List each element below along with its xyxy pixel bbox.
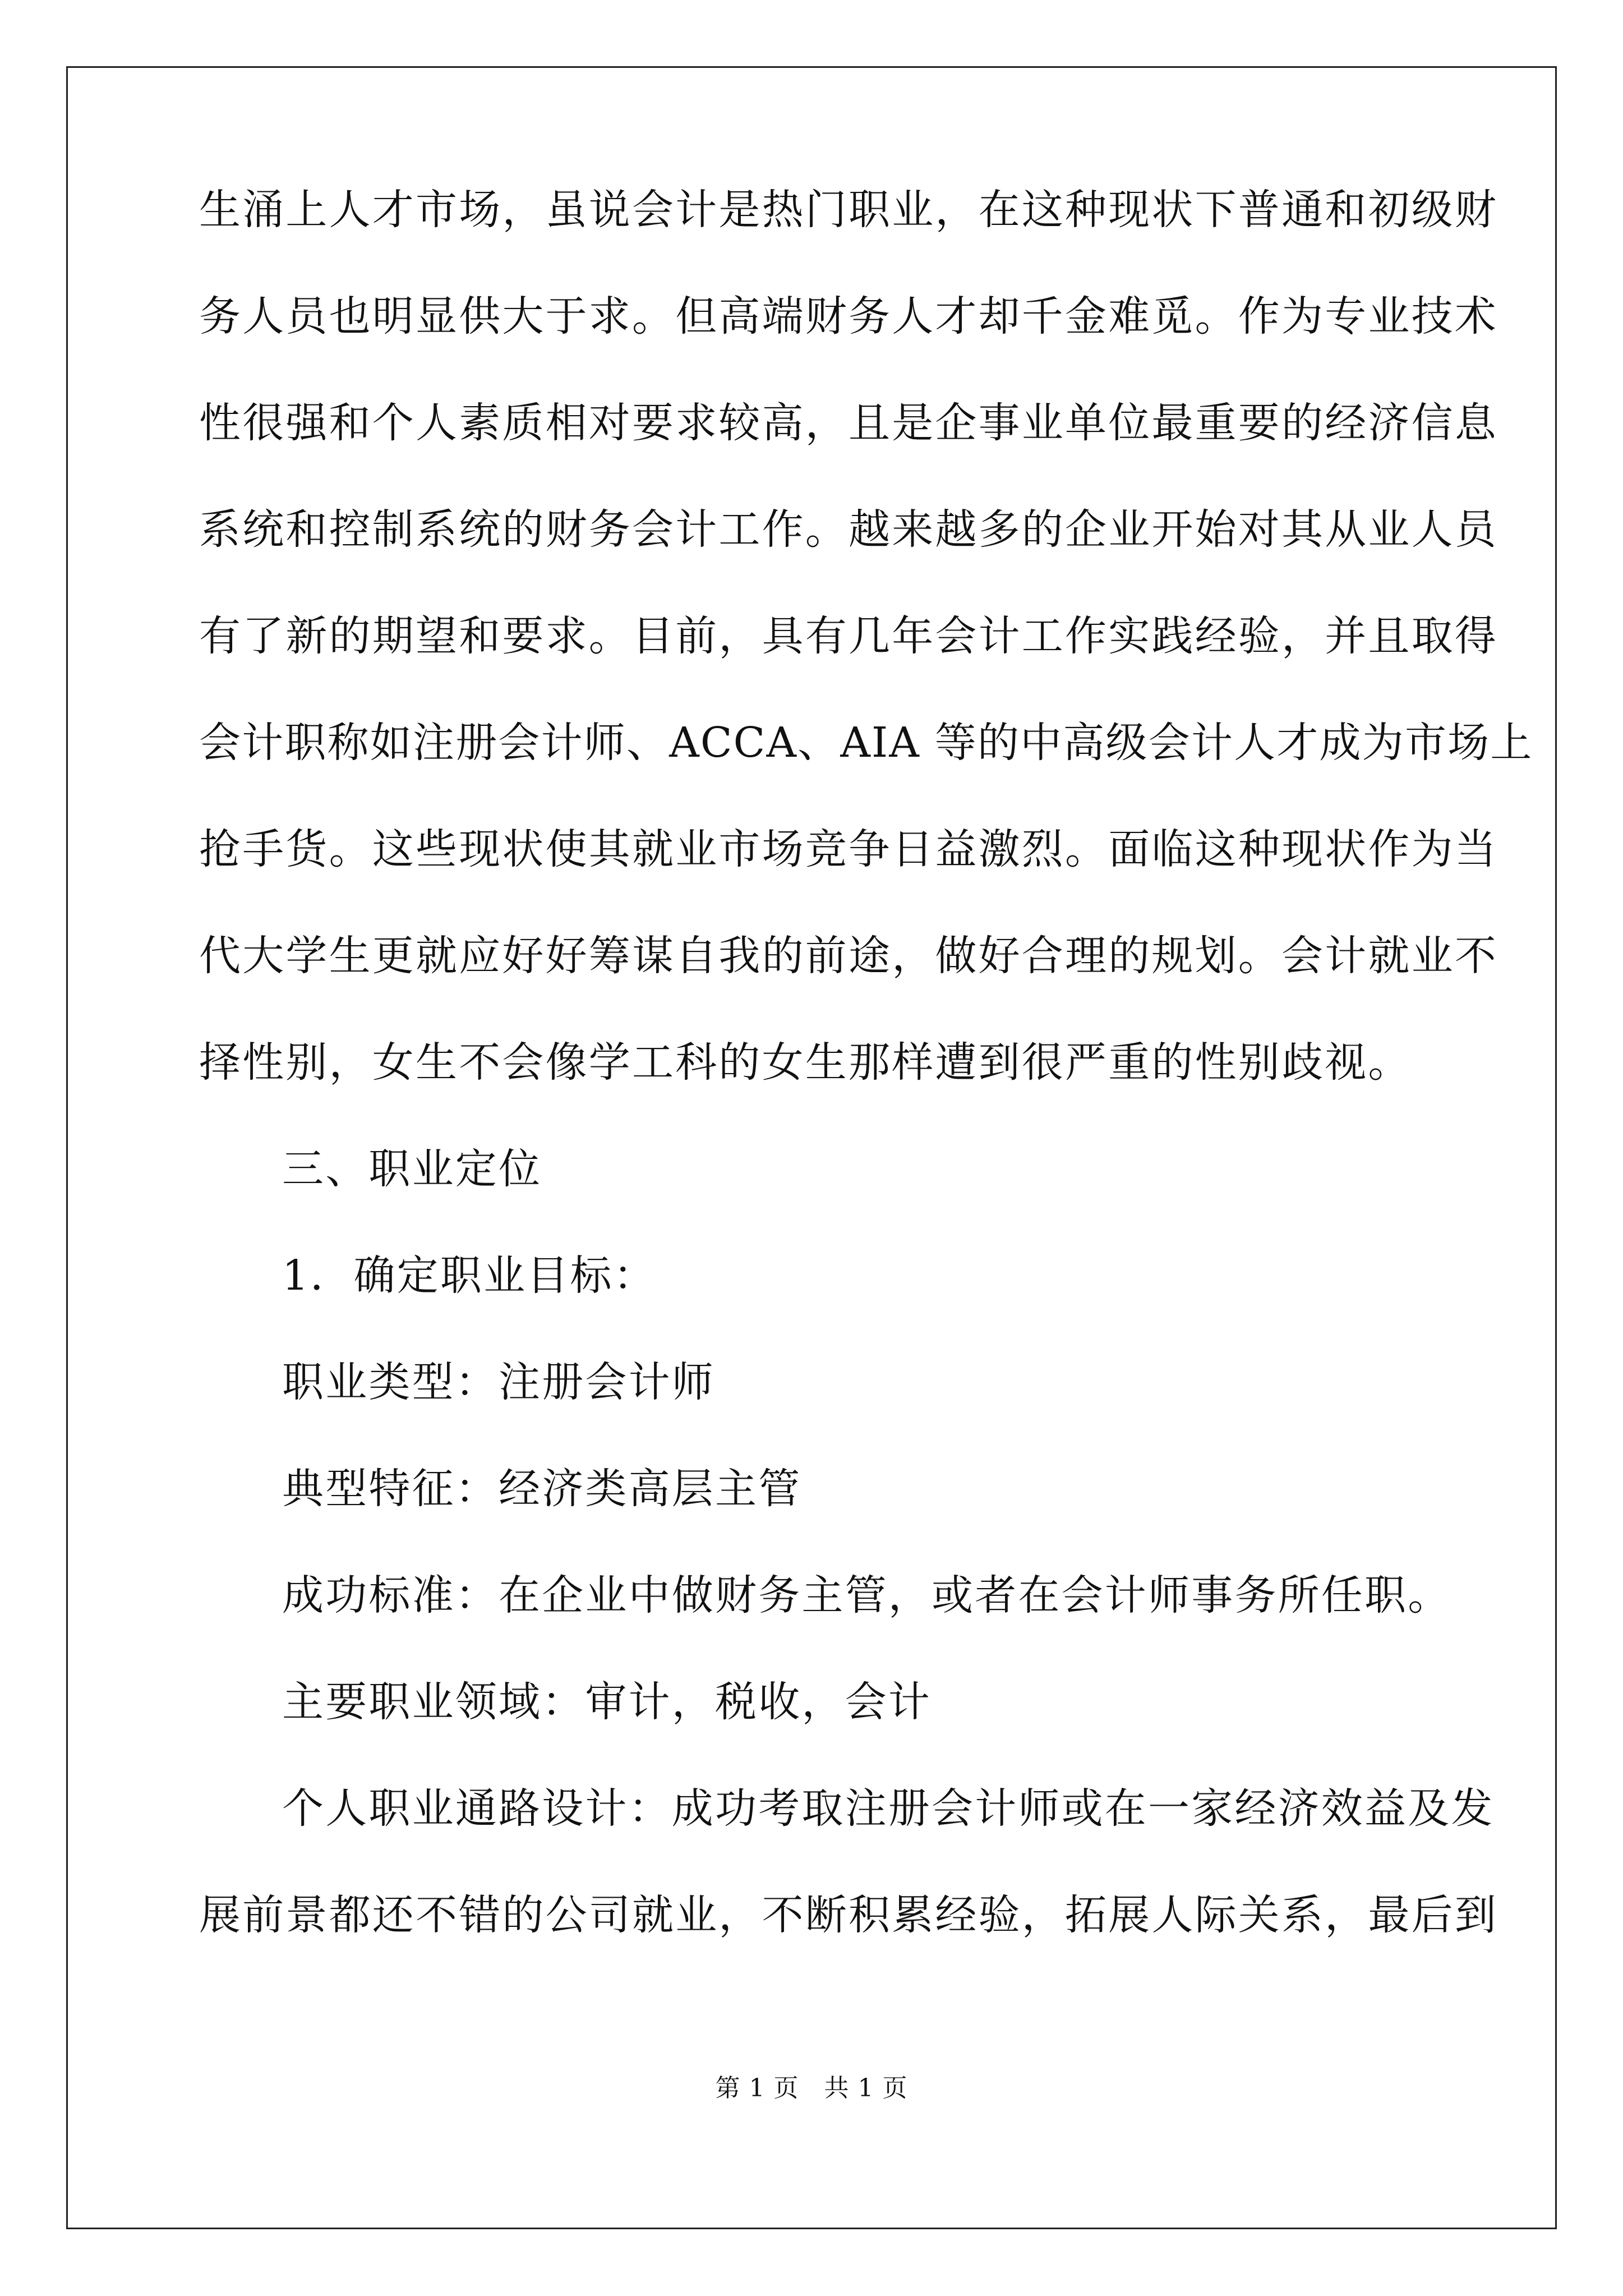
document-body xyxy=(199,185,1533,1997)
body-line-3: 性很强和个人素质相对要求较高，且是企事业单位最重要的经济信息 xyxy=(199,399,1498,447)
career-path-line-1: 个人职业通路设计：成功考取注册会计师或在一家经济效益及发 xyxy=(282,1784,1495,1833)
body-line-9: 择性别，女生不会像学工科的女生那样遭到很严重的性别歧视。 xyxy=(199,1038,1412,1087)
body-line-8: 代大学生更就应好好筹谋自我的前途，做好合理的规划。会计就业不 xyxy=(199,932,1498,980)
page-footer: 第 1 页 共 1 页 xyxy=(715,2074,908,2102)
body-line-4: 系统和控制系统的财务会计工作。越来越多的企业开始对其从业人员 xyxy=(199,505,1498,554)
body-line-5: 有了新的期望和要求。目前，具有几年会计工作实践经验，并且取得 xyxy=(199,612,1498,660)
career-path-line-2: 展前景都还不错的公司就业，不断积累经验，拓展人际关系，最后到 xyxy=(199,1891,1498,1939)
body-line-2: 务人员也明显供大于求。但高端财务人才却千金难觅。作为专业技术 xyxy=(199,292,1498,341)
main-career-fields: 主要职业领域：审计，税收，会计 xyxy=(282,1678,932,1726)
success-criteria: 成功标准：在企业中做财务主管，或者在会计师事务所任职。 xyxy=(282,1571,1451,1619)
subsection-heading: 1．确定职业目标： xyxy=(282,1251,657,1300)
body-line-7: 抢手货。这些现状使其就业市场竞争日益激烈。面临这种现状作为当 xyxy=(199,825,1498,873)
body-line-1: 生涌上人才市场，虽说会计是热门职业，在这种现状下普通和初级财 xyxy=(199,186,1498,234)
typical-features: 典型特征：经济类高层主管 xyxy=(282,1465,802,1513)
career-type: 职业类型：注册会计师 xyxy=(282,1358,715,1406)
body-line-6: 会计职称如注册会计师、ACCA、AIA 等的中高级会计人才成为市场上 xyxy=(199,719,1533,767)
section-heading: 三、职业定位 xyxy=(282,1145,542,1193)
